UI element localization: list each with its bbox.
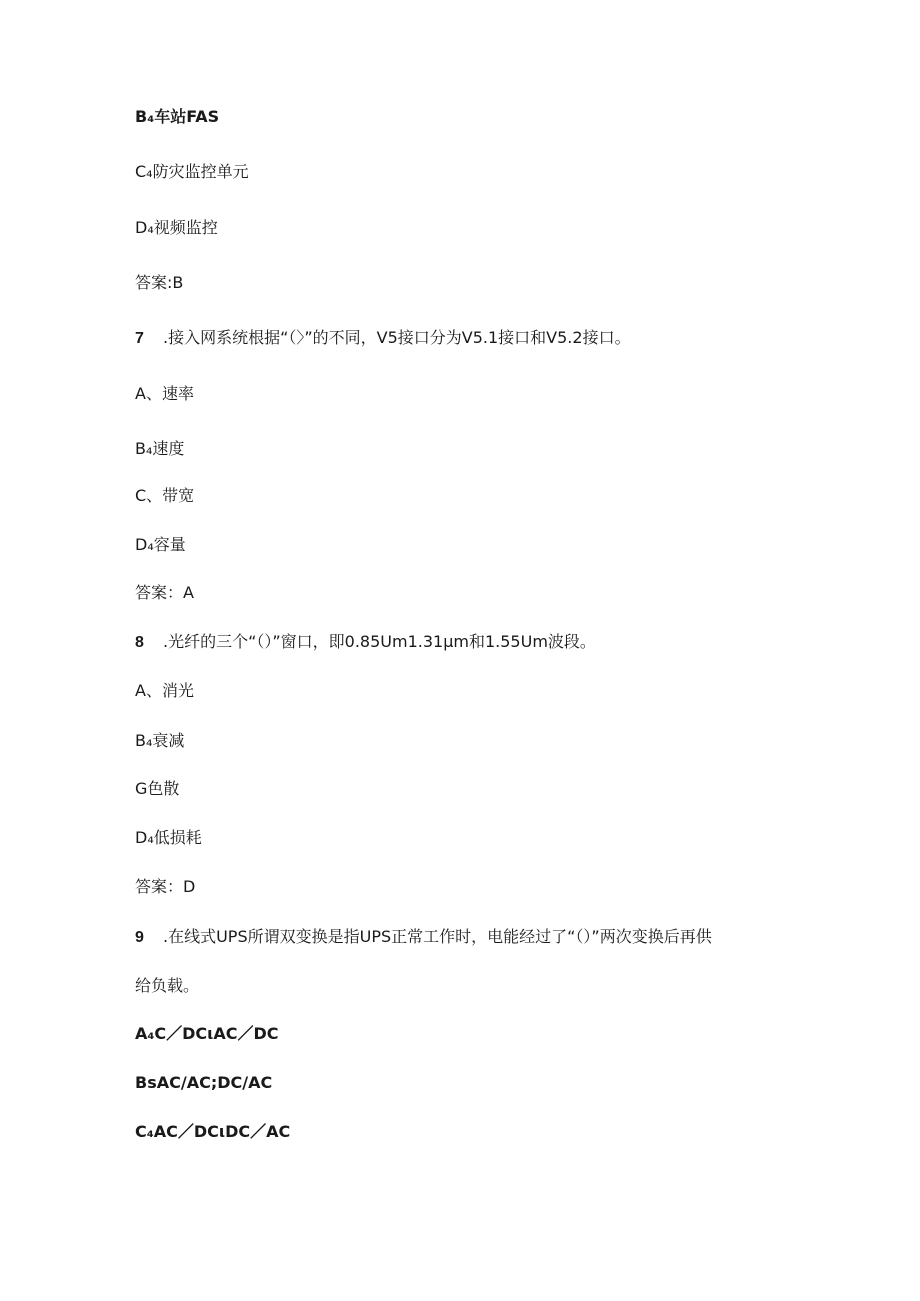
option-b-speed: B₄速度 (135, 439, 185, 458)
answer-q7: 答案：A (135, 583, 194, 602)
question-number: 7 (135, 330, 144, 347)
question-text: .接入网系统根据“（〉”的不同，V5接口分为V5.1接口和V5.2接口。 (163, 328, 631, 347)
answer-q6: 答案:B (135, 273, 184, 292)
option-d-capacity: D₄容量 (135, 535, 186, 554)
question-number: 9 (135, 929, 144, 946)
question-8 (135, 632, 596, 653)
option-b-attenuation: B₄衰减 (135, 731, 185, 750)
option-d-video-monitoring: D₄视频监控 (135, 218, 218, 237)
question-7 (135, 328, 631, 349)
option-a-extinction: A、消光 (135, 681, 194, 700)
question-text: .在线式UPS所谓双变换是指UPS正常工作时，电能经过了“（）”两次变换后再供 (163, 927, 712, 946)
option-a-conversion: A₄C／DCιAC／DC (135, 1024, 279, 1043)
option-b-station-fas: B₄车站FAS (135, 107, 220, 126)
question-9 (135, 927, 712, 948)
question-9-continuation: 给负载。 (135, 976, 200, 995)
option-c-fire-monitoring-unit: C₄防灾监控单元 (135, 162, 249, 181)
option-c-bandwidth: C、带宽 (135, 486, 195, 505)
option-d-low-loss: D₄低损耗 (135, 828, 202, 847)
option-c-dispersion: G色散 (135, 779, 180, 798)
question-text: .光纤的三个“（）”窗口，即0.85Um1.31μm和1.55Um波段。 (163, 632, 596, 651)
option-a-rate: A、速率 (135, 384, 194, 403)
question-number: 8 (135, 634, 144, 651)
option-c-conversion: C₄AC／DCιDC／AC (135, 1122, 291, 1141)
option-b-conversion: BsAC/AC;DC/AC (135, 1073, 273, 1092)
answer-q8: 答案：D (135, 877, 196, 896)
